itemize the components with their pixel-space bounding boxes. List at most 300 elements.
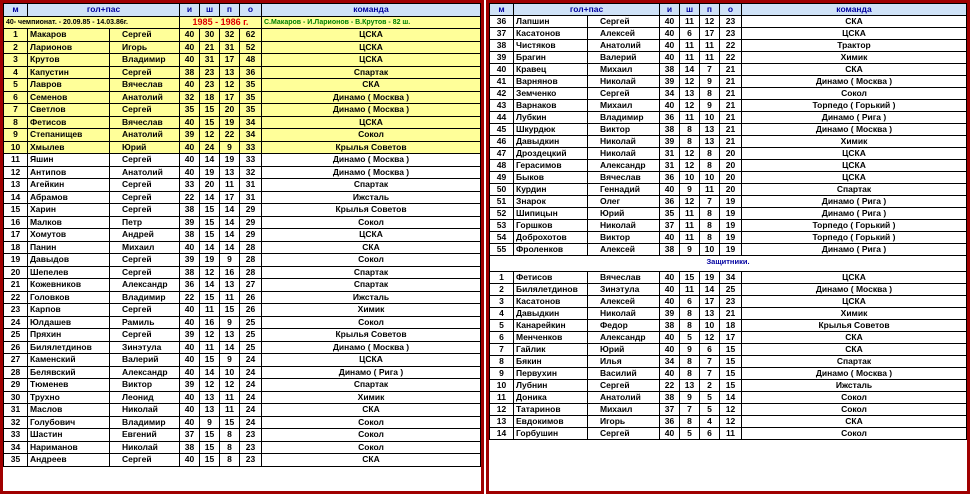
team-value: Торпедо ( Горький ) <box>742 232 967 244</box>
assists-value: 9 <box>700 76 720 88</box>
player-lastname: Маслов <box>28 404 110 417</box>
table-row <box>490 196 967 208</box>
player-lastname: Горбушин <box>514 428 588 440</box>
goals-value: 5 <box>680 332 700 344</box>
team-value: Сокол <box>262 254 481 267</box>
points-value: 29 <box>240 216 262 229</box>
player-lastname: Шипицын <box>514 208 588 220</box>
player-number: 54 <box>490 232 514 244</box>
table-row <box>490 124 967 136</box>
games-value: 40 <box>660 28 680 40</box>
assists-value: 11 <box>700 40 720 52</box>
col-num: м <box>490 4 514 16</box>
goals-value: 19 <box>200 254 220 267</box>
player-firstname: Николай <box>588 148 660 160</box>
player-firstname: Игорь <box>588 416 660 428</box>
team-value: СКА <box>262 79 481 92</box>
points-value: 21 <box>720 124 742 136</box>
points-value: 28 <box>240 241 262 254</box>
player-firstname: Сергей <box>110 104 180 117</box>
games-value: 40 <box>660 232 680 244</box>
team-value: Сокол <box>262 416 481 429</box>
player-number: 4 <box>490 308 514 320</box>
player-number: 3 <box>490 296 514 308</box>
goals-value: 8 <box>680 308 700 320</box>
table-row <box>490 76 967 88</box>
player-lastname: Белявский <box>28 366 110 379</box>
goals-value: 12 <box>200 266 220 279</box>
points-value: 23 <box>720 16 742 28</box>
team-value: Динамо ( Рига ) <box>742 112 967 124</box>
goals-value: 15 <box>200 429 220 442</box>
assists-value: 13 <box>700 136 720 148</box>
table-row <box>490 356 967 368</box>
col-points: о <box>240 4 262 17</box>
player-lastname: Кожевников <box>28 279 110 292</box>
points-value: 24 <box>240 404 262 417</box>
col-points: о <box>720 4 742 16</box>
team-value: Динамо ( Москва ) <box>742 124 967 136</box>
player-number: 35 <box>4 454 28 467</box>
table-row <box>4 41 481 54</box>
team-value: Спартак <box>742 356 967 368</box>
games-value: 40 <box>180 341 200 354</box>
player-number: 19 <box>4 254 28 267</box>
player-lastname: Герасимов <box>514 160 588 172</box>
table-row <box>4 341 481 354</box>
player-firstname: Сергей <box>110 179 180 192</box>
games-value: 37 <box>660 404 680 416</box>
player-lastname: Капустин <box>28 66 110 79</box>
goals-value: 9 <box>680 184 700 196</box>
player-firstname: Николай <box>110 404 180 417</box>
goals-value: 15 <box>200 216 220 229</box>
table-row <box>4 241 481 254</box>
player-number: 3 <box>4 54 28 67</box>
table-row <box>490 100 967 112</box>
goals-value: 8 <box>680 356 700 368</box>
team-value: ЦСКА <box>262 54 481 67</box>
games-value: 37 <box>660 220 680 232</box>
player-lastname: Андреев <box>28 454 110 467</box>
assists-value: 2 <box>700 380 720 392</box>
goals-value: 9 <box>200 416 220 429</box>
goals-value: 9 <box>680 244 700 256</box>
assists-value: 15 <box>220 304 240 317</box>
player-lastname: Трухно <box>28 391 110 404</box>
player-firstname: Олег <box>588 196 660 208</box>
table-row <box>4 291 481 304</box>
table-row <box>4 329 481 342</box>
games-value: 39 <box>180 129 200 142</box>
assists-value: 11 <box>220 179 240 192</box>
player-number: 36 <box>490 16 514 28</box>
points-value: 20 <box>720 172 742 184</box>
points-value: 24 <box>240 391 262 404</box>
table-row <box>4 266 481 279</box>
assists-value: 19 <box>220 116 240 129</box>
player-lastname: Хмылев <box>28 141 110 154</box>
games-value: 40 <box>180 154 200 167</box>
team-value: ЦСКА <box>742 272 967 284</box>
player-lastname: Брагин <box>514 52 588 64</box>
player-lastname: Билялетдинов <box>28 341 110 354</box>
team-value: Динамо ( Москва ) <box>262 91 481 104</box>
goals-value: 16 <box>200 316 220 329</box>
team-value: Динамо ( Москва ) <box>742 284 967 296</box>
player-firstname: Виктор <box>588 124 660 136</box>
goals-value: 13 <box>200 404 220 417</box>
player-number: 14 <box>490 428 514 440</box>
col-team: команда <box>262 4 481 17</box>
table-row <box>490 160 967 172</box>
player-number: 13 <box>490 416 514 428</box>
games-value: 40 <box>660 40 680 52</box>
points-value: 29 <box>240 229 262 242</box>
assists-value: 8 <box>700 160 720 172</box>
table-row <box>4 166 481 179</box>
player-number: 50 <box>490 184 514 196</box>
player-number: 40 <box>490 64 514 76</box>
points-value: 35 <box>240 79 262 92</box>
games-value: 38 <box>180 204 200 217</box>
player-lastname: Степанищев <box>28 129 110 142</box>
player-lastname: Гайлик <box>514 344 588 356</box>
player-number: 1 <box>490 272 514 284</box>
team-value: Сокол <box>742 392 967 404</box>
points-value: 26 <box>240 304 262 317</box>
assists-value: 9 <box>220 316 240 329</box>
assists-value: 14 <box>220 204 240 217</box>
games-value: 35 <box>660 208 680 220</box>
player-firstname: Александр <box>588 160 660 172</box>
col-team: команда <box>742 4 967 16</box>
player-firstname: Николай <box>588 308 660 320</box>
games-value: 39 <box>660 76 680 88</box>
table-row <box>4 279 481 292</box>
player-number: 39 <box>490 52 514 64</box>
goals-value: 24 <box>200 141 220 154</box>
games-value: 40 <box>180 79 200 92</box>
table-row <box>490 136 967 148</box>
table-row <box>4 91 481 104</box>
player-lastname: Семенов <box>28 91 110 104</box>
games-value: 40 <box>180 304 200 317</box>
table-row <box>490 40 967 52</box>
goals-value: 6 <box>680 28 700 40</box>
games-value: 38 <box>660 64 680 76</box>
points-value: 20 <box>720 148 742 160</box>
assists-value: 14 <box>220 216 240 229</box>
team-value: Химик <box>742 308 967 320</box>
player-firstname: Вячеслав <box>588 172 660 184</box>
points-value: 22 <box>720 52 742 64</box>
player-lastname: Карпов <box>28 304 110 317</box>
goals-value: 11 <box>680 284 700 296</box>
games-value: 34 <box>660 356 680 368</box>
points-value: 14 <box>720 392 742 404</box>
player-firstname: Александр <box>110 366 180 379</box>
goals-value: 15 <box>200 204 220 217</box>
games-value: 31 <box>660 160 680 172</box>
points-value: 26 <box>240 291 262 304</box>
goals-value: 11 <box>680 112 700 124</box>
team-value: Динамо ( Рига ) <box>262 366 481 379</box>
goals-value: 12 <box>680 196 700 208</box>
games-value: 38 <box>660 320 680 332</box>
assists-value: 7 <box>700 368 720 380</box>
player-lastname: Варнянов <box>514 76 588 88</box>
player-firstname: Сергей <box>588 88 660 100</box>
team-value: Химик <box>262 304 481 317</box>
points-value: 24 <box>240 416 262 429</box>
table-row <box>4 416 481 429</box>
player-firstname: Зинэтула <box>110 341 180 354</box>
player-firstname: Николай <box>588 220 660 232</box>
games-value: 40 <box>660 52 680 64</box>
games-value: 40 <box>180 416 200 429</box>
games-value: 40 <box>180 366 200 379</box>
goals-value: 11 <box>200 341 220 354</box>
season-label: 1985 - 1986 г. <box>180 16 262 29</box>
points-value: 23 <box>240 454 262 467</box>
player-firstname: Сергей <box>110 154 180 167</box>
points-value: 28 <box>240 254 262 267</box>
player-number: 29 <box>4 379 28 392</box>
games-value: 36 <box>660 172 680 184</box>
player-firstname: Сергей <box>110 66 180 79</box>
player-firstname: Николай <box>588 76 660 88</box>
player-lastname: Канарейкин <box>514 320 588 332</box>
goals-value: 21 <box>200 41 220 54</box>
team-value: Химик <box>742 136 967 148</box>
player-number: 45 <box>490 124 514 136</box>
player-lastname: Ларионов <box>28 41 110 54</box>
games-value: 22 <box>180 291 200 304</box>
player-lastname: Каменский <box>28 354 110 367</box>
player-lastname: Агейкин <box>28 179 110 192</box>
player-firstname: Михаил <box>588 100 660 112</box>
points-value: 35 <box>240 91 262 104</box>
table-row <box>4 404 481 417</box>
player-firstname: Юрий <box>588 344 660 356</box>
games-value: 40 <box>660 284 680 296</box>
team-value: Спартак <box>742 184 967 196</box>
table-row <box>490 392 967 404</box>
table-row <box>4 454 481 467</box>
player-lastname: Тюменев <box>28 379 110 392</box>
table-row <box>490 148 967 160</box>
team-value: Спартак <box>262 66 481 79</box>
team-value: Ижсталь <box>742 380 967 392</box>
team-value: Спартак <box>262 266 481 279</box>
table-row <box>4 79 481 92</box>
player-number: 20 <box>4 266 28 279</box>
player-firstname: Игорь <box>110 41 180 54</box>
assists-value: 10 <box>700 112 720 124</box>
player-number: 42 <box>490 88 514 100</box>
player-number: 15 <box>4 204 28 217</box>
player-number: 4 <box>4 66 28 79</box>
assists-value: 11 <box>700 184 720 196</box>
team-value: ЦСКА <box>262 41 481 54</box>
assists-value: 6 <box>700 428 720 440</box>
player-lastname: Шкурдюк <box>514 124 588 136</box>
player-firstname: Зинэтула <box>588 284 660 296</box>
goals-value: 12 <box>200 329 220 342</box>
goals-value: 15 <box>200 116 220 129</box>
player-firstname: Николай <box>588 136 660 148</box>
goals-value: 14 <box>680 64 700 76</box>
team-value: Динамо ( Москва ) <box>262 341 481 354</box>
points-value: 52 <box>240 41 262 54</box>
table-row <box>490 220 967 232</box>
games-value: 40 <box>180 54 200 67</box>
assists-value: 9 <box>220 254 240 267</box>
team-value: Сокол <box>742 88 967 100</box>
games-value: 38 <box>660 124 680 136</box>
player-firstname: Илья <box>588 356 660 368</box>
forwards-table-part1 <box>3 3 481 467</box>
player-number: 32 <box>4 416 28 429</box>
player-firstname: Анатолий <box>588 392 660 404</box>
assists-value: 10 <box>700 172 720 184</box>
assists-value: 9 <box>220 141 240 154</box>
goals-value: 23 <box>200 79 220 92</box>
player-firstname: Федор <box>588 320 660 332</box>
points-value: 15 <box>720 380 742 392</box>
player-lastname: Панин <box>28 241 110 254</box>
player-lastname: Макаров <box>28 29 110 42</box>
player-lastname: Светлов <box>28 104 110 117</box>
goals-value: 15 <box>200 229 220 242</box>
player-lastname: Головков <box>28 291 110 304</box>
player-lastname: Фроленков <box>514 244 588 256</box>
goals-value: 11 <box>680 40 700 52</box>
goals-value: 8 <box>680 416 700 428</box>
assists-value: 14 <box>700 284 720 296</box>
points-value: 12 <box>720 404 742 416</box>
games-value: 31 <box>660 148 680 160</box>
table-row <box>4 129 481 142</box>
assists-value: 17 <box>220 54 240 67</box>
player-firstname: Владимир <box>588 112 660 124</box>
games-value: 39 <box>180 216 200 229</box>
player-firstname: Вячеслав <box>588 272 660 284</box>
points-value: 23 <box>240 429 262 442</box>
assists-value: 11 <box>220 391 240 404</box>
points-value: 28 <box>240 266 262 279</box>
player-firstname: Евгений <box>110 429 180 442</box>
table-row <box>4 379 481 392</box>
assists-value: 7 <box>700 196 720 208</box>
player-lastname: Малков <box>28 216 110 229</box>
team-value: Сокол <box>742 404 967 416</box>
player-number: 16 <box>4 216 28 229</box>
goals-value: 12 <box>200 379 220 392</box>
team-value: Торпедо ( Горький ) <box>742 100 967 112</box>
assists-value: 12 <box>700 16 720 28</box>
player-lastname: Евдокимов <box>514 416 588 428</box>
player-lastname: Курдин <box>514 184 588 196</box>
player-number: 11 <box>490 392 514 404</box>
col-goals: ш <box>200 4 220 17</box>
team-value: ЦСКА <box>262 354 481 367</box>
table-row <box>4 316 481 329</box>
goals-value: 15 <box>200 441 220 454</box>
player-firstname: Анатолий <box>110 91 180 104</box>
games-value: 40 <box>660 368 680 380</box>
player-firstname: Валерий <box>588 52 660 64</box>
player-firstname: Анатолий <box>110 129 180 142</box>
player-lastname: Антипов <box>28 166 110 179</box>
games-value: 40 <box>180 166 200 179</box>
table-row <box>490 112 967 124</box>
points-value: 20 <box>720 184 742 196</box>
assists-value: 7 <box>700 356 720 368</box>
assists-value: 14 <box>220 341 240 354</box>
player-number: 17 <box>4 229 28 242</box>
player-lastname: Лавров <box>28 79 110 92</box>
player-lastname: Пряхин <box>28 329 110 342</box>
player-number: 5 <box>4 79 28 92</box>
player-number: 34 <box>4 441 28 454</box>
assists-value: 17 <box>700 28 720 40</box>
games-value: 36 <box>660 196 680 208</box>
table-row <box>490 416 967 428</box>
team-value: Крылья Советов <box>262 329 481 342</box>
player-lastname: Знарок <box>514 196 588 208</box>
player-number: 31 <box>4 404 28 417</box>
points-value: 62 <box>240 29 262 42</box>
player-lastname: Чистяков <box>514 40 588 52</box>
player-number: 1 <box>4 29 28 42</box>
player-number: 10 <box>4 141 28 154</box>
assists-value: 5 <box>700 404 720 416</box>
points-value: 36 <box>240 66 262 79</box>
right-panel <box>486 0 970 494</box>
table-row <box>4 366 481 379</box>
player-number: 6 <box>490 332 514 344</box>
player-number: 13 <box>4 179 28 192</box>
points-value: 25 <box>240 329 262 342</box>
games-value: 40 <box>660 344 680 356</box>
goals-value: 12 <box>680 76 700 88</box>
points-value: 32 <box>240 166 262 179</box>
team-value: Химик <box>742 52 967 64</box>
assists-value: 13 <box>700 308 720 320</box>
games-value: 39 <box>180 254 200 267</box>
goals-value: 11 <box>680 208 700 220</box>
player-number: 28 <box>4 366 28 379</box>
goals-value: 14 <box>200 191 220 204</box>
points-value: 19 <box>720 196 742 208</box>
assists-value: 13 <box>220 329 240 342</box>
table-row <box>4 54 481 67</box>
goals-value: 8 <box>680 368 700 380</box>
player-number: 38 <box>490 40 514 52</box>
table-row <box>490 284 967 296</box>
games-value: 40 <box>660 184 680 196</box>
table-row <box>490 52 967 64</box>
player-firstname: Николай <box>110 441 180 454</box>
team-value: Динамо ( Москва ) <box>742 368 967 380</box>
player-number: 9 <box>490 368 514 380</box>
player-lastname: Голубович <box>28 416 110 429</box>
games-value: 38 <box>180 266 200 279</box>
table-row <box>4 141 481 154</box>
table-row <box>4 204 481 217</box>
